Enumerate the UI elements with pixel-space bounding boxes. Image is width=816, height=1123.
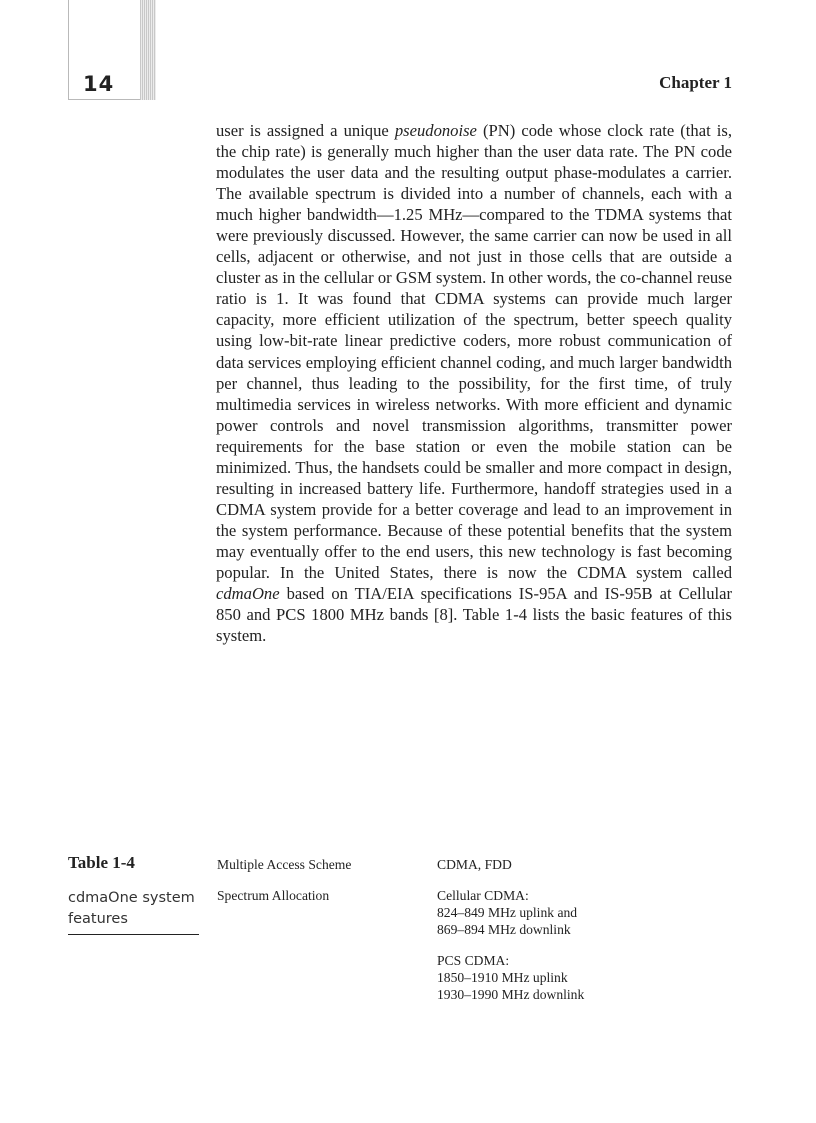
feature-label: Multiple Access Scheme [217,857,352,872]
feature-value-block [437,952,737,1003]
feature-value-line: 869–894 MHz downlink [437,922,571,937]
body-text-2: (PN) code whose clock rate (that is, the chip rate) is generally much higher than the user data rate. The PN code modulates the user data and the resulting output phase-modulates a carrier. The available spectrum is divided into a number of channels, each with a much higher bandwidth—1.25 MHz—compared to the TDMA systems that were previously discussed. However, the same carrier can now be used in all cells, adjacent or otherwise, and not just in those cells that are outside a cluster as in the cellular or GSM system. In other words, the co-channel reuse ratio is 1. It was found that CDMA systems can provide much larger capacity, more efficient utilization of the spectrum, better speech quality using low-bit-rate linear predictive coders, more robust communication of data services employing efficient channel coding, and much larger bandwidth per channel, thus leading to the possibility, for the first time, of truly multimedia services in wireless networks. With more efficient and dynamic power controls and novel transmission algorithms, transmitter power requirements for the base station or even the mobile station can be minimized. Thus, the handsets could be smaller and more compact in design, resulting in increased battery life. Furthermore, handoff strategies used in a CDMA system provide for a better coverage and lead to an improvement in the system performance. Because of these potential benefits that the system may eventually offer to the end users, this new technology is fast becoming popular. In the United States, there is now the CDMA system called [216,121,733,582]
features-table [217,856,737,1017]
body-emphasis-cdmaone: cdmaOne [216,584,280,604]
feature-values [437,856,737,873]
page-tab-stripe [140,0,156,100]
table-caption: cdmaOne system features [68,888,199,935]
table-row [217,887,737,1003]
feature-label: Spectrum Allocation [217,888,330,903]
body-text-1: user is assigned a unique [216,121,395,140]
table-title: Table 1-4 [68,853,135,872]
feature-value-line: CDMA, FDD [437,857,512,872]
body-text-3: based on TIA/EIA specifications IS-95A and IS-95B at Cellular 850 and PCS 1800 MHz bands [8]. Table 1-4 lists the basic features of this system. [216,584,732,646]
page-number: 14 [83,72,115,96]
feature-value-block [437,887,737,938]
feature-values [437,887,737,1003]
feature-value-line: Cellular CDMA: [437,888,529,903]
table-row [217,856,737,873]
body-paragraph [216,120,732,646]
feature-value-line: 1850–1910 MHz uplink [437,970,568,985]
body-emphasis-pseudonoise: pseudonoise [394,121,477,140]
feature-value-line: PCS CDMA: [437,953,510,968]
feature-value-block [437,856,737,873]
feature-value-line: 824–849 MHz uplink and [437,905,578,920]
chapter-heading: Chapter 1 [659,73,732,92]
feature-value-line: 1930–1990 MHz downlink [437,987,585,1002]
